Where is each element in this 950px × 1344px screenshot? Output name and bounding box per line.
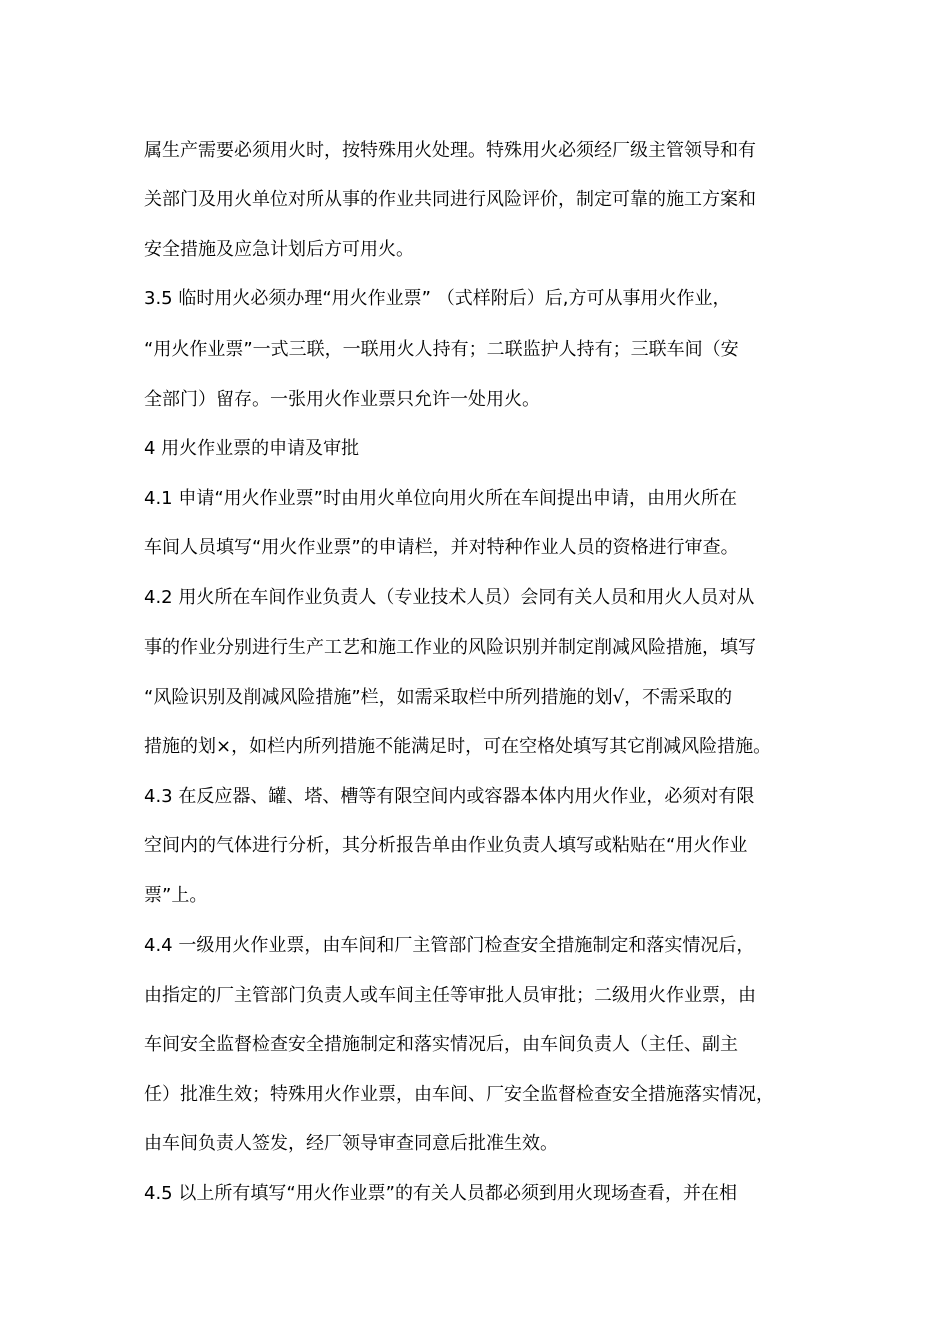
text-line: 关部门及用火单位对所从事的作业共同进行风险评价，制定可靠的施工方案和 <box>144 189 756 210</box>
text-line: 4.4 一级用火作业票，由车间和厂主管部门检查安全措施制定和落实情况后， <box>144 935 755 956</box>
section-heading: 4 用火作业票的申请及审批 <box>144 438 360 459</box>
text-line: 属生产需要必须用火时，按特殊用火处理。特殊用火必须经厂级主管领导和有 <box>144 140 756 161</box>
text-line: 票”上。 <box>144 885 208 906</box>
text-line: 车间安全监督检查安全措施制定和落实情况后，由车间负责人（主任、副主 <box>144 1034 738 1055</box>
text-line: 由指定的厂主管部门负责人或车间主任等审批人员审批；二级用火作业票，由 <box>144 985 756 1006</box>
text-line: 事的作业分别进行生产工艺和施工作业的风险识别并制定削减风险措施，填写 <box>144 637 756 658</box>
text-line: “风险识别及削减风险措施”栏，如需采取栏中所列措施的划√，不需采取的 <box>144 687 733 708</box>
text-line: 空间内的气体进行分析，其分析报告单由作业负责人填写或粘贴在“用火作业 <box>144 835 748 856</box>
text-line: 4.1 申请“用火作业票”时由用火单位向用火所在车间提出申请，由用火所在 <box>144 488 737 509</box>
text-line: 4.5 以上所有填写“用火作业票”的有关人员都必须到用火现场查看，并在相 <box>144 1183 737 1204</box>
text-line: “用火作业票”一式三联，一联用火人持有；二联监护人持有；三联车间（安 <box>144 339 739 360</box>
text-line: 4.3 在反应器、罐、塔、槽等有限空间内或容器本体内用火作业，必须对有限 <box>144 786 755 807</box>
text-line: 由车间负责人签发，经厂领导审查同意后批准生效。 <box>144 1133 558 1154</box>
text-line: 车间人员填写“用火作业票”的申请栏，并对特种作业人员的资格进行审查。 <box>144 537 739 558</box>
text-line: 3.5 临时用火必须办理“用火作业票” （式样附后）后,方可从事用火作业， <box>144 288 731 309</box>
text-line: 措施的划×，如栏内所列措施不能满足时，可在空格处填写其它削减风险措施。 <box>144 736 772 757</box>
text-line: 全部门）留存。一张用火作业票只允许一处用火。 <box>144 389 540 410</box>
text-line: 4.2 用火所在车间作业负责人（专业技术人员）会同有关人员和用火人员对从 <box>144 587 755 608</box>
text-line: 安全措施及应急计划后方可用火。 <box>144 239 414 260</box>
text-line: 任）批准生效；特殊用火作业票，由车间、厂安全监督检查安全措施落实情况， <box>144 1084 774 1105</box>
